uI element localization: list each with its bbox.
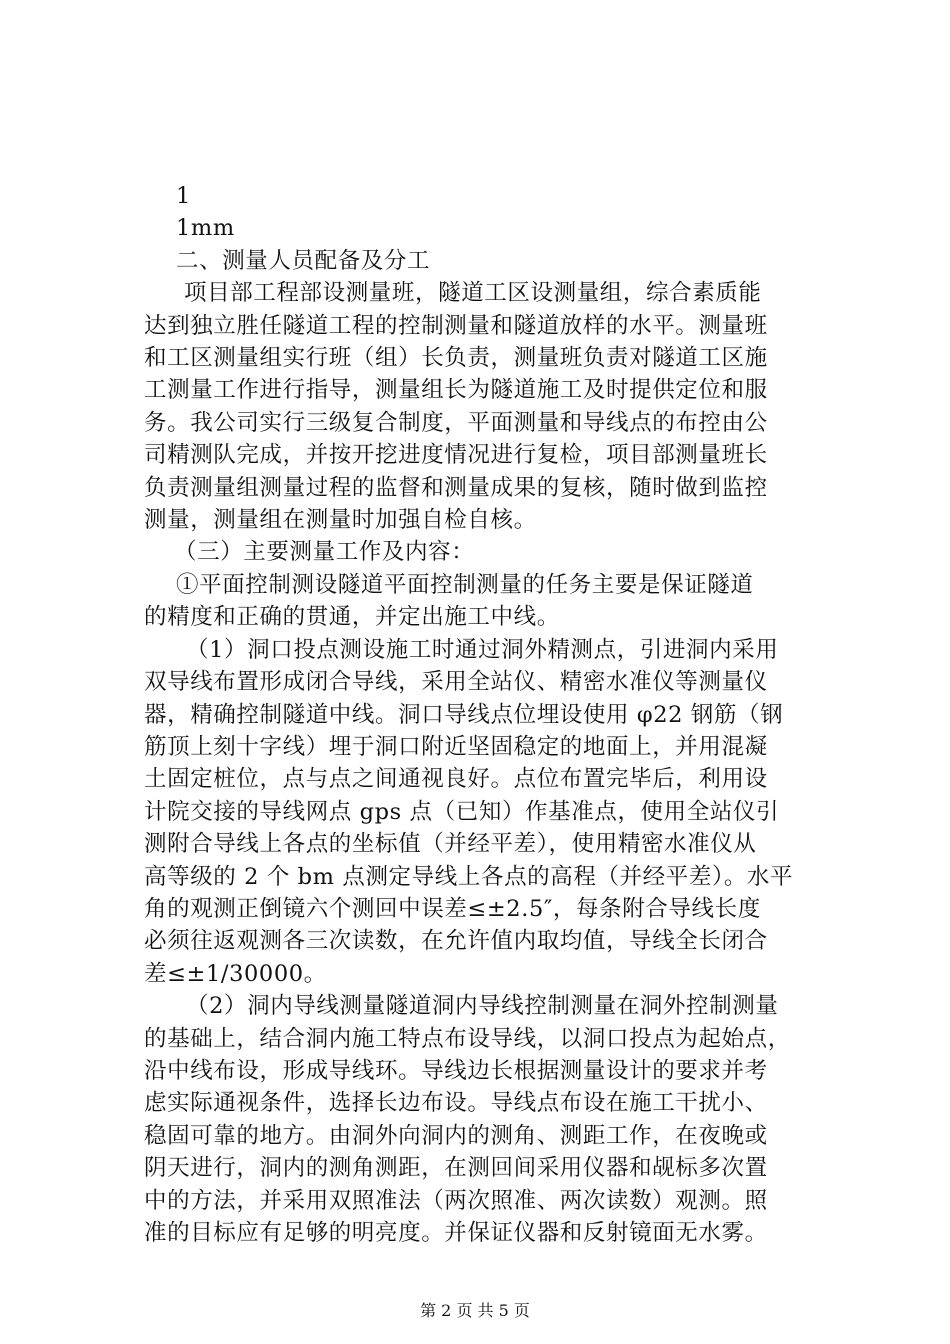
paragraph-line: 司精测队完成，并按开挖进度情况进行复检，项目部测量班长 [144, 442, 768, 469]
paragraph-line: 高等级的 2 个 bm 点测定导线上各点的高程（并经平差）。水平 [144, 863, 794, 890]
page-footer [0, 1301, 950, 1321]
paragraph-line: 土固定桩位，点与点之间通视良好。点位布置完毕后，利用设 [144, 766, 768, 793]
paragraph-line: ①平面控制测设隧道平面控制测量的任务主要是保证隧道 [176, 571, 754, 598]
paragraph-line: 测附合导线上各点的坐标值（并经平差），使用精密水准仪从 [144, 831, 757, 858]
paragraph-line: （1）洞口投点测设施工时通过洞外精测点，引进洞内采用 [186, 636, 779, 663]
text-fragment: 1 [176, 183, 191, 209]
text-fragment: 1mm [176, 215, 235, 242]
paragraph-line: 务。我公司实行三级复合制度，平面测量和导线点的布控由公 [144, 409, 768, 436]
paragraph-line: 项目部工程部设测量班，隧道工区设测量组，综合素质能 [184, 280, 762, 307]
paragraph-line: 工测量工作进行指导，测量组长为隧道施工及时提供定位和服 [144, 377, 768, 404]
paragraph-staffing [144, 277, 824, 536]
paragraph-plane-control [144, 569, 824, 634]
paragraph-line: 测量，测量组在测量时加强自检自核。 [144, 507, 537, 534]
paragraph-line: （2）洞内导线测量隧道洞内导线控制测量在洞外控制测量 [186, 993, 779, 1020]
document-body [144, 180, 824, 1249]
paragraph-portal-survey [144, 634, 824, 990]
paragraph-line: 准的目标应有足够的明亮度。并保证仪器和反射镜面无水雾。 [144, 1220, 768, 1246]
paragraph-line: 虑实际通视条件，选择长边布设。导线点布设在施工干扰小、 [144, 1090, 768, 1117]
paragraph-line: 角的观测正倒镜六个测回中误差≤±2.5″，每条附合导线长度 [144, 895, 761, 922]
paragraph-line: 计院交接的导线网点 gps 点（已知）作基准点，使用全站仪引 [144, 798, 780, 825]
section-heading: 二、测量人员配备及分工 [176, 247, 431, 274]
paragraph-line: 中的方法，并采用双照准法（两次照准、两次读数）观测。照 [144, 1187, 768, 1214]
paragraph-line: 稳固可靠的地方。由洞外向洞内的测角、测距工作，在夜晚或 [144, 1122, 768, 1149]
paragraph-tunnel-traverse [144, 990, 824, 1249]
paragraph-line: 的基础上，结合洞内施工特点布设导线，以洞口投点为起始点， [144, 1025, 791, 1052]
paragraph-line: 沿中线布设，形成导线环。导线边长根据测量设计的要求并考 [144, 1057, 768, 1084]
paragraph-line: 器，精确控制隧道中线。洞口导线点位埋设使用 φ22 钢筋（钢 [144, 701, 784, 728]
paragraph-line: 阴天进行，洞内的测角测距，在测回间采用仪器和觇标多次置 [144, 1155, 768, 1182]
paragraph-line: 负责测量组测量过程的监督和测量成果的复核，随时做到监控 [144, 474, 768, 501]
page-number-label: 第 2 页 共 5 页 [420, 1301, 530, 1320]
paragraph-line: 达到独立胜任隧道工程的控制测量和隧道放样的水平。测量班 [144, 312, 768, 339]
paragraph-line: 的精度和正确的贯通，并定出施工中线。 [144, 604, 560, 631]
paragraph-line: 双导线布置形成闭合导线，采用全站仪、精密水准仪等测量仪 [144, 669, 768, 696]
paragraph-line: 差≤±1/30000。 [144, 960, 327, 987]
paragraph-line: 筋顶上刻十字线）埋于洞口附近坚固稳定的地面上，并用混凝 [144, 733, 768, 760]
paragraph-line: 必须往返观测各三次读数，在允许值内取均值，导线全长闭合 [144, 928, 768, 955]
sub-heading: （三）主要测量工作及内容： [174, 539, 475, 566]
paragraph-line: 和工区测量组实行班（组）长负责，测量班负责对隧道工区施 [144, 345, 768, 372]
